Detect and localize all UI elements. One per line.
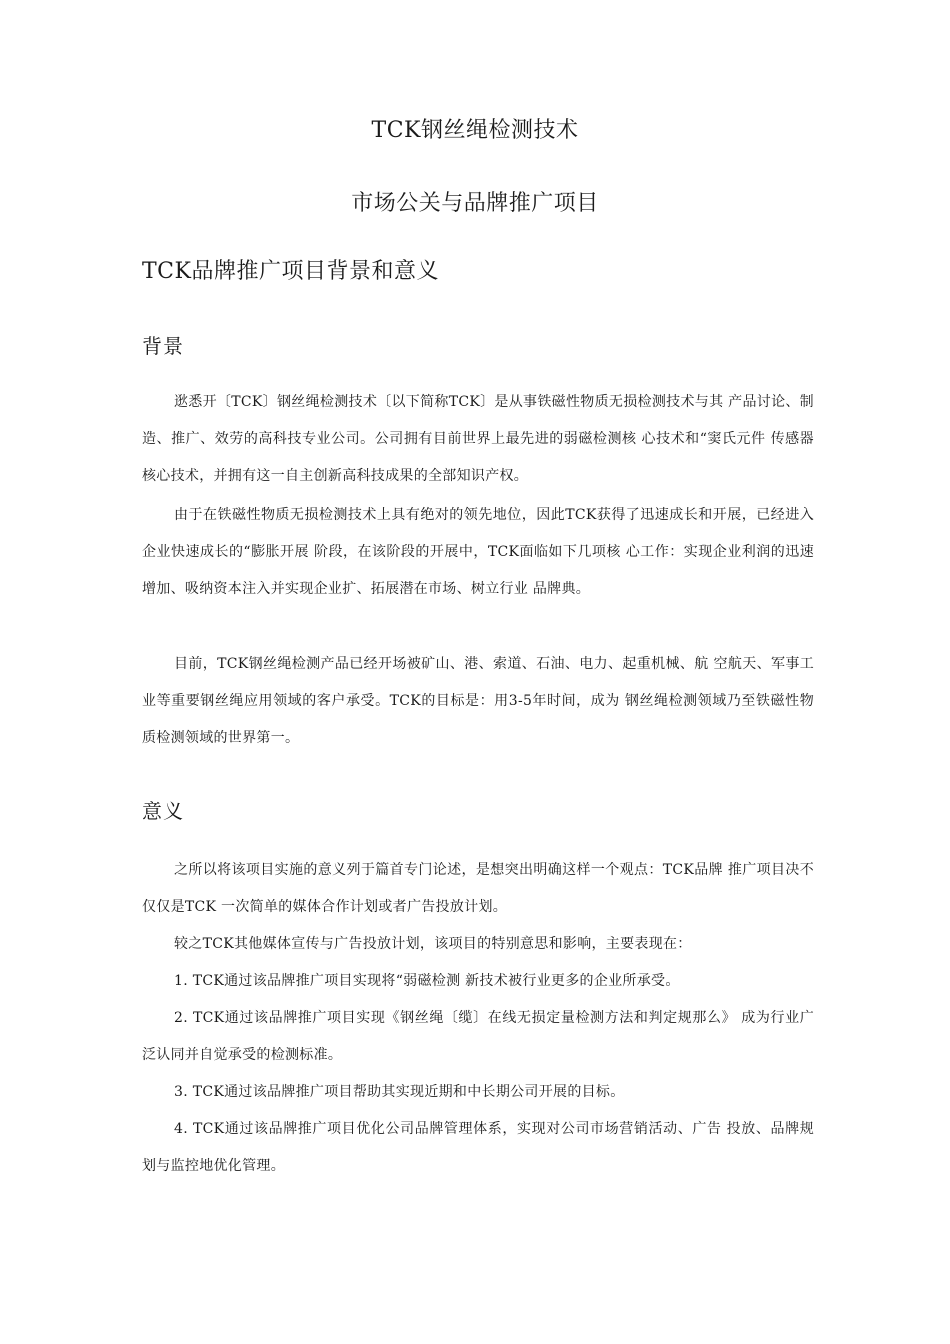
- list-item: 1. TCK通过该品牌推广项目实现将“弱磁检测 新技术被行业更多的企业所承受。: [174, 973, 680, 989]
- background-heading: 背景: [142, 334, 184, 358]
- background-paragraph: 由于在铁磁性物质无损检测技术上具有绝对的领先地位，因此TCK获得了迅速成长和开展，已经进入企业快速成长的“膨胀开展 阶段，在该阶段的开展中，TCK面临如下几项核 心工作：实现企业利润的迅速增加、吸纳资本注入并实现企业扩、拓展潜在市场、树立行业 品牌典。: [142, 507, 814, 597]
- list-item: 2. TCK通过该品牌推广项目实现《钢丝绳〔缆〕在线无损定量检测方法和判定规那么》 成为行业广泛认同并自觉承受的检测标准。: [142, 1010, 814, 1063]
- document-subtitle: 市场公关与品牌推广项目: [351, 191, 599, 216]
- significance-paragraph: 较之TCK其他媒体宣传与广告投放计划，该项目的特别意思和影响，主要表现在：: [174, 936, 692, 952]
- significance-heading: 意义: [142, 799, 184, 823]
- background-paragraph: 逖悉开〔TCK〕钢丝绳检测技术〔以下简称TCK〕是从事铁磁性物质无损检测技术与其 产品讨论、制造、推广、效劳的高科技专业公司。公司拥有目前世界上最先进的弱磁检测核 心技术和“窦氏元件 传感器核心技术，并拥有这一自主创新高科技成果的全部知识产权。: [142, 394, 814, 484]
- significance-list: [142, 963, 814, 1185]
- document-title: TCK钢丝绳检测技术: [371, 118, 579, 143]
- background-paragraph: 目前，TCK钢丝绳检测产品已经开场被矿山、港、索道、石油、电力、起重机械、航 空航天、军事工业等重要钢丝绳应用领域的客户承受。TCK的目标是：用3-5年时间，成为 钢丝绳检测领域乃至铁磁性物质检测领域的世界第一。: [142, 656, 814, 746]
- list-item: 4. TCK通过该品牌推广项目优化公司品牌管理体系，实现对公司市场营销活动、广告 投放、品牌规划与监控地优化管理。: [142, 1121, 814, 1174]
- significance-paragraph: 之所以将该项目实施的意义列于篇首专门论述，是想突出明确这样一个观点：TCK品牌 推广项目决不仅仅是TCK 一次简单的媒体合作计划或者广告投放计划。: [142, 862, 814, 915]
- list-item: 3. TCK通过该品牌推广项目帮助其实现近期和中长期公司开展的目标。: [174, 1084, 625, 1100]
- section-heading: TCK品牌推广项目背景和意义: [142, 259, 439, 284]
